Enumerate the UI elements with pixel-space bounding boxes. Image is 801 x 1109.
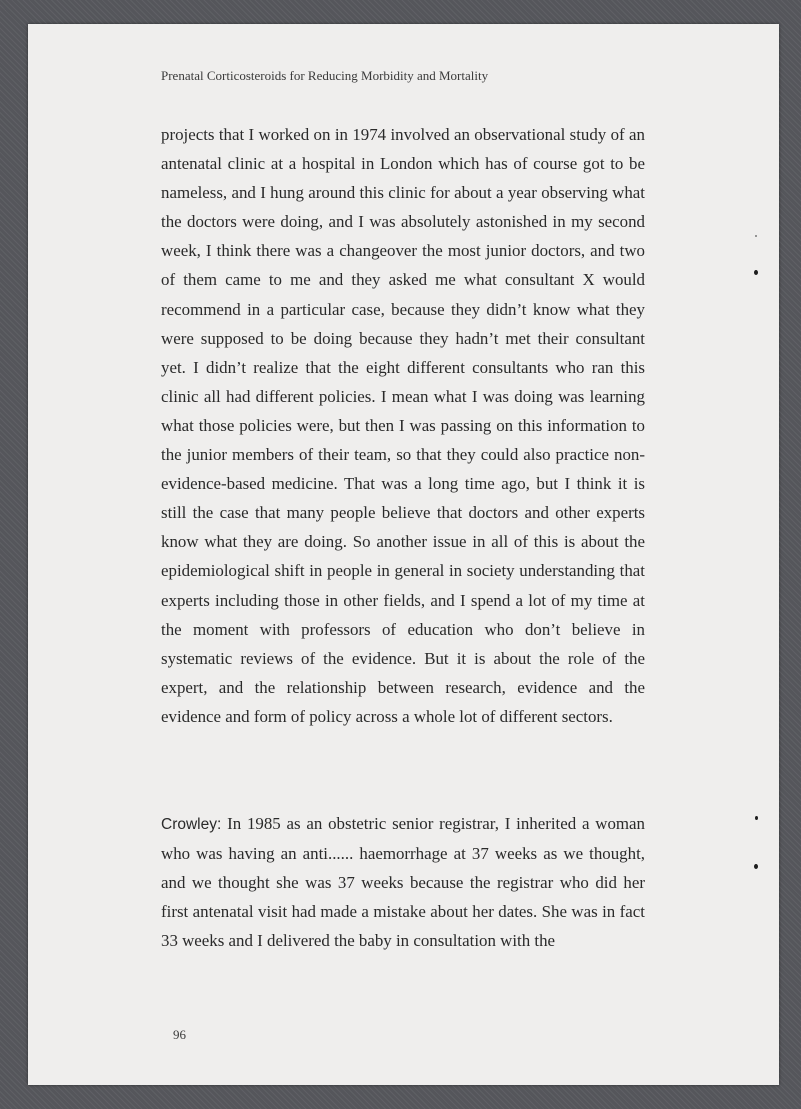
speaker-name: Crowley: <box>161 816 222 833</box>
paragraph-crowley <box>161 809 645 955</box>
document-page <box>28 24 779 1085</box>
running-header: Prenatal Corticosteroids for Reducing Morbidity and Mortality <box>161 68 489 83</box>
scan-speck <box>754 864 758 869</box>
paragraph-text: In 1985 as an obstetric senior registrar, I inherited a woman who was having an anti...... haemorrhage at 37 weeks as we thought, and we thought she was 37 weeks because the registrar who did her first antenatal visit had made a mistake about her dates. She was in fact 33 weeks and I delivered the baby in consultation with the <box>161 814 645 951</box>
scan-speck <box>755 816 758 820</box>
page-number: 96 <box>173 1027 186 1042</box>
scan-speck <box>755 235 757 237</box>
paragraph-text: projects that I worked on in 1974 involved an observational study of an antenatal clinic at a hospital in London which has of course got to be nameless, and I hung around this clinic for about a year observing what the doctors were doing, and I was absolutely astonished in my second week, I think there was a changeover the most junior doctors, and two of them came to me and they asked me what consultant X would recommend in a particular case, because they didn’t know what they were supposed to be doing because they hadn’t met their consultant yet. I didn’t realize that the eight different consultants who ran this clinic all had different policies. I mean what I was doing was learning what those policies were, but then I was passing on this information to the junior members of their team, so that they could also practice non-evidence-based medicine. That was a long time ago, but I think it is still the case that many people believe that doctors and other experts know what they are doing. So another issue in all of this is about the epidemiological shift in people in general in society understanding that experts including those in other fields, and I spend a lot of my time at the moment with professors of education who don’t believe in systematic reviews of the evidence. But it is about the role of the expert, and the relationship between research, evidence and the evidence and form of policy across a whole lot of different sectors. <box>161 125 645 726</box>
scan-speck <box>754 270 758 275</box>
paragraph-oakley-continued <box>161 120 645 731</box>
